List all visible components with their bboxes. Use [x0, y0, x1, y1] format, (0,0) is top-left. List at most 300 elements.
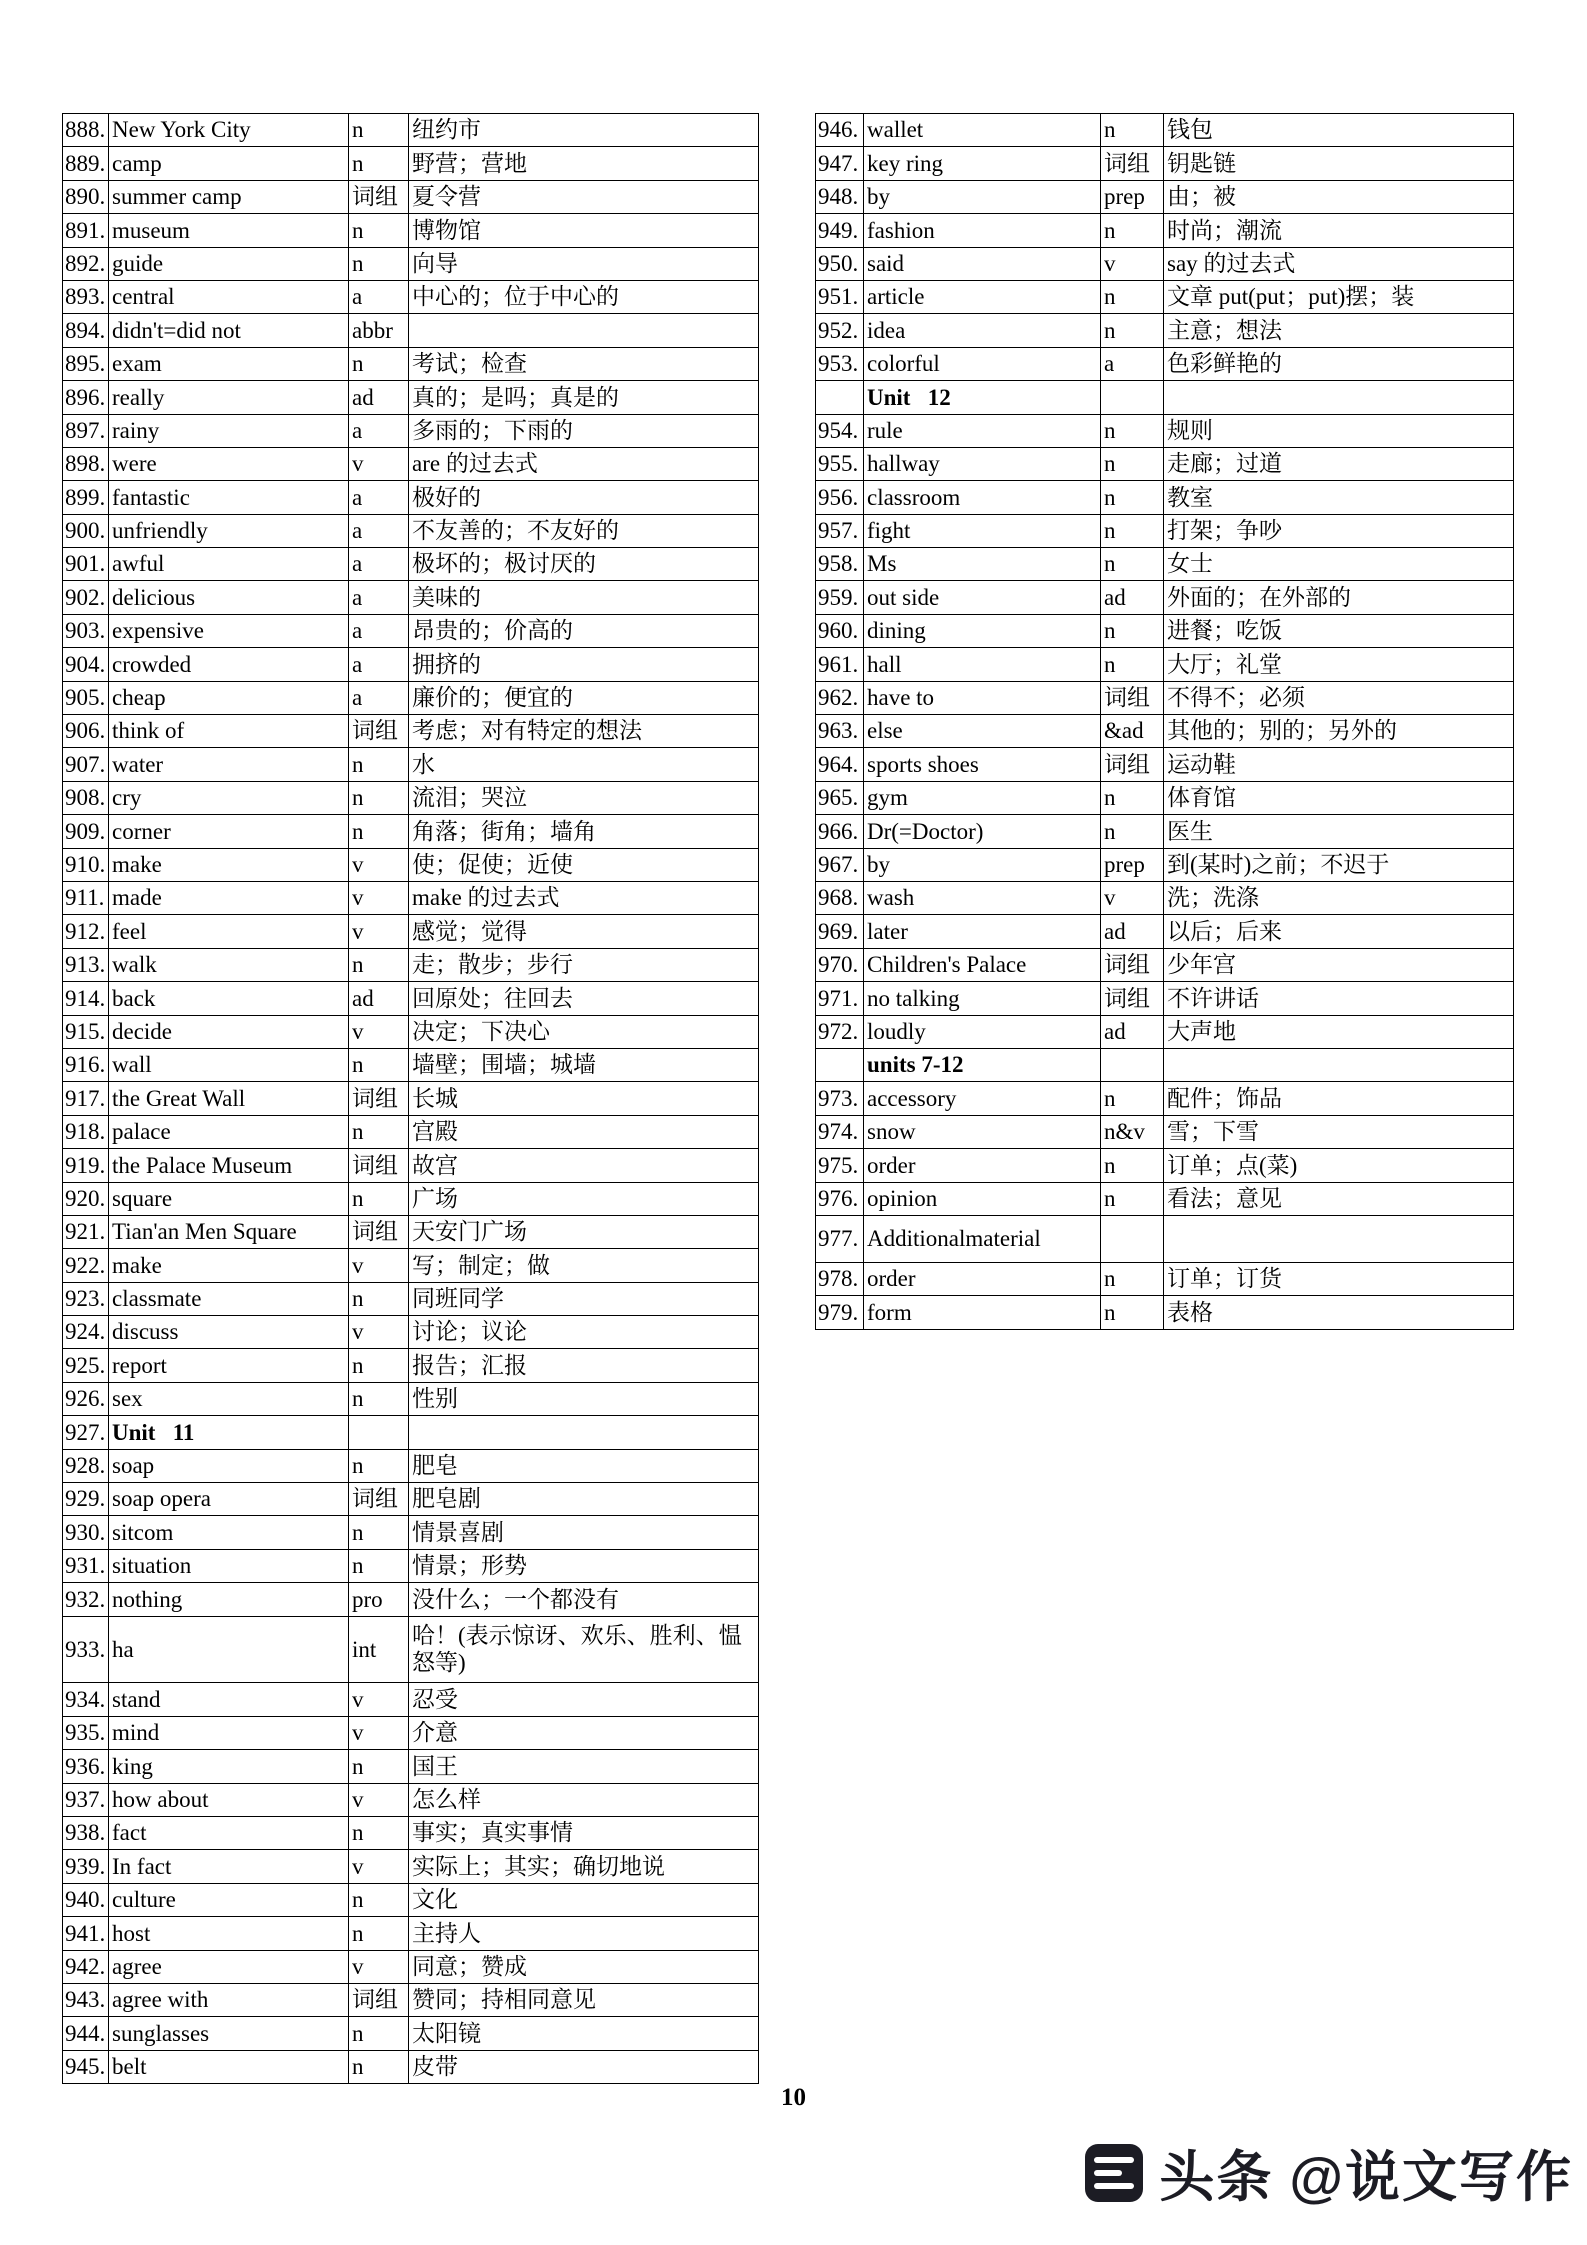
- meaning-cell: 广场: [409, 1182, 759, 1215]
- meaning-cell: 女士: [1164, 548, 1514, 581]
- pos-cell: n: [1101, 614, 1164, 647]
- pos-cell: v: [349, 1950, 409, 1983]
- word-cell: else: [864, 715, 1101, 748]
- word-cell: by: [864, 180, 1101, 213]
- word-cell: guide: [109, 247, 349, 280]
- pos-cell: n: [349, 147, 409, 180]
- meaning-cell: 进餐；吃饭: [1164, 614, 1514, 647]
- table-row: [63, 1349, 759, 1382]
- word-cell: fantastic: [109, 481, 349, 514]
- meaning-cell: 纽约市: [409, 114, 759, 147]
- pos-cell: n: [1101, 414, 1164, 447]
- table-row: [63, 381, 759, 414]
- meaning-cell: 太阳镜: [409, 2017, 759, 2050]
- row-number-cell: 921.: [63, 1215, 109, 1248]
- row-number-cell: 924.: [63, 1316, 109, 1349]
- word-cell: by: [864, 848, 1101, 881]
- table-row: [816, 1182, 1514, 1215]
- row-number-cell: 938.: [63, 1816, 109, 1849]
- table-row: [816, 848, 1514, 881]
- word-cell: walk: [109, 948, 349, 981]
- word-cell: decide: [109, 1015, 349, 1048]
- table-row: [63, 1683, 759, 1716]
- row-number-cell: 965.: [816, 781, 864, 814]
- row-number-cell: 913.: [63, 948, 109, 981]
- word-cell: fact: [109, 1816, 349, 1849]
- pos-cell: n: [1101, 815, 1164, 848]
- row-number-cell: 894.: [63, 314, 109, 347]
- table-row: [816, 1048, 1514, 1081]
- word-cell: fashion: [864, 214, 1101, 247]
- meaning-cell: 不许讲话: [1164, 982, 1514, 1015]
- table-row: [816, 514, 1514, 547]
- pos-cell: 词组: [349, 715, 409, 748]
- table-row: [816, 414, 1514, 447]
- pos-cell: n: [1101, 1149, 1164, 1182]
- meaning-cell: 怎么样: [409, 1783, 759, 1816]
- row-number-cell: 926.: [63, 1382, 109, 1415]
- meaning-cell: 配件；饰品: [1164, 1082, 1514, 1115]
- row-number-cell: 933.: [63, 1616, 109, 1683]
- row-number-cell: 956.: [816, 481, 864, 514]
- row-number-cell: 945.: [63, 2050, 109, 2083]
- word-cell: make: [109, 848, 349, 881]
- table-row: [63, 848, 759, 881]
- pos-cell: a: [349, 681, 409, 714]
- pos-cell: n: [349, 1382, 409, 1415]
- meaning-cell: 写；制定；做: [409, 1249, 759, 1282]
- word-cell: how about: [109, 1783, 349, 1816]
- table-row: [63, 1516, 759, 1549]
- pos-cell: n: [1101, 214, 1164, 247]
- row-number-cell: 907.: [63, 748, 109, 781]
- pos-cell: int: [349, 1616, 409, 1683]
- word-cell: Dr(=Doctor): [864, 815, 1101, 848]
- row-number-cell: [816, 381, 864, 414]
- word-cell: article: [864, 280, 1101, 313]
- row-number-cell: 937.: [63, 1783, 109, 1816]
- pos-cell: 词组: [1101, 948, 1164, 981]
- table-row: [63, 2017, 759, 2050]
- row-number-cell: 902.: [63, 581, 109, 614]
- word-cell: rule: [864, 414, 1101, 447]
- pos-cell: a: [1101, 347, 1164, 380]
- table-row: [63, 1616, 759, 1683]
- meaning-cell: 性别: [409, 1382, 759, 1415]
- meaning-cell: 其他的；别的；另外的: [1164, 715, 1514, 748]
- word-cell: sports shoes: [864, 748, 1101, 781]
- meaning-cell: 拥挤的: [409, 648, 759, 681]
- word-cell: central: [109, 280, 349, 313]
- table-row: [63, 481, 759, 514]
- meaning-cell: 感觉；觉得: [409, 915, 759, 948]
- meaning-cell: 少年宫: [1164, 948, 1514, 981]
- table-row: [63, 1215, 759, 1248]
- table-row: [63, 1983, 759, 2016]
- word-cell: key ring: [864, 147, 1101, 180]
- word-cell: out side: [864, 581, 1101, 614]
- pos-cell: n: [349, 1282, 409, 1315]
- meaning-cell: 主意；想法: [1164, 314, 1514, 347]
- table-row: [816, 1215, 1514, 1262]
- pos-cell: n: [349, 815, 409, 848]
- meaning-cell: 不得不；必须: [1164, 681, 1514, 714]
- meaning-cell: 时尚；潮流: [1164, 214, 1514, 247]
- table-row: [816, 1115, 1514, 1148]
- row-number-cell: 905.: [63, 681, 109, 714]
- word-cell: think of: [109, 715, 349, 748]
- word-cell: make: [109, 1249, 349, 1282]
- word-cell: soap opera: [109, 1483, 349, 1516]
- table-row: [63, 548, 759, 581]
- word-cell: dining: [864, 614, 1101, 647]
- table-row: [63, 1950, 759, 1983]
- pos-cell: n: [1101, 447, 1164, 480]
- meaning-cell: 情景喜剧: [409, 1516, 759, 1549]
- table-row: [816, 982, 1514, 1015]
- table-row: [63, 1483, 759, 1516]
- pos-cell: a: [349, 581, 409, 614]
- word-cell: discuss: [109, 1316, 349, 1349]
- row-number-cell: 954.: [816, 414, 864, 447]
- pos-cell: 词组: [349, 1149, 409, 1182]
- table-row: [816, 581, 1514, 614]
- word-cell: Unit 11: [109, 1416, 349, 1449]
- meaning-cell: 色彩鲜艳的: [1164, 347, 1514, 380]
- table-row: [63, 414, 759, 447]
- word-cell: sitcom: [109, 1516, 349, 1549]
- table-row: [63, 114, 759, 147]
- word-cell: palace: [109, 1115, 349, 1148]
- pos-cell: n: [349, 114, 409, 147]
- table-row: [816, 881, 1514, 914]
- row-number-cell: 919.: [63, 1149, 109, 1182]
- table-row: [63, 180, 759, 213]
- table-row: [816, 447, 1514, 480]
- word-cell: hallway: [864, 447, 1101, 480]
- word-cell: stand: [109, 1683, 349, 1716]
- row-number-cell: 949.: [816, 214, 864, 247]
- meaning-cell: 以后；后来: [1164, 915, 1514, 948]
- meaning-cell: are 的过去式: [409, 447, 759, 480]
- row-number-cell: 943.: [63, 1983, 109, 2016]
- pos-cell: abbr: [349, 314, 409, 347]
- row-number-cell: 893.: [63, 280, 109, 313]
- meaning-cell: 文章 put(put；put)摆；装: [1164, 280, 1514, 313]
- row-number-cell: 957.: [816, 514, 864, 547]
- table-row: [63, 915, 759, 948]
- meaning-cell: 走廊；过道: [1164, 447, 1514, 480]
- table-row: [63, 347, 759, 380]
- row-number-cell: 891.: [63, 214, 109, 247]
- word-cell: order: [864, 1149, 1101, 1182]
- row-number-cell: 900.: [63, 514, 109, 547]
- table-row: [63, 1149, 759, 1182]
- pos-cell: n: [349, 1182, 409, 1215]
- table-row: [816, 548, 1514, 581]
- row-number-cell: 888.: [63, 114, 109, 147]
- pos-cell: n: [349, 1349, 409, 1382]
- table-row: [63, 1249, 759, 1282]
- row-number-cell: 909.: [63, 815, 109, 848]
- row-number-cell: 912.: [63, 915, 109, 948]
- table-row: [63, 815, 759, 848]
- row-number-cell: 897.: [63, 414, 109, 447]
- pos-cell: n: [349, 2050, 409, 2083]
- word-cell: opinion: [864, 1182, 1101, 1215]
- row-number-cell: 962.: [816, 681, 864, 714]
- pos-cell: a: [349, 614, 409, 647]
- row-number-cell: 927.: [63, 1416, 109, 1449]
- row-number-cell: 970.: [816, 948, 864, 981]
- table-row: [816, 247, 1514, 280]
- pos-cell: n: [1101, 481, 1164, 514]
- meaning-cell: make 的过去式: [409, 881, 759, 914]
- meaning-cell: 天安门广场: [409, 1215, 759, 1248]
- meaning-cell: 肥皂剧: [409, 1483, 759, 1516]
- table-row: [63, 2050, 759, 2083]
- meaning-cell: 故宫: [409, 1149, 759, 1182]
- table-row: [63, 214, 759, 247]
- row-number-cell: 948.: [816, 180, 864, 213]
- row-number-cell: 932.: [63, 1583, 109, 1616]
- meaning-cell: 大厅；礼堂: [1164, 648, 1514, 681]
- meaning-cell: 考虑；对有特定的想法: [409, 715, 759, 748]
- table-row: [816, 180, 1514, 213]
- pos-cell: ad: [1101, 915, 1164, 948]
- pos-cell: 词组: [1101, 681, 1164, 714]
- table-row: [63, 1182, 759, 1215]
- row-number-cell: 968.: [816, 881, 864, 914]
- watermark-brand: 头条: [1159, 2146, 1274, 2208]
- word-cell: later: [864, 915, 1101, 948]
- meaning-cell: 美味的: [409, 581, 759, 614]
- row-number-cell: 925.: [63, 1349, 109, 1382]
- word-cell: wall: [109, 1048, 349, 1081]
- word-cell: In fact: [109, 1850, 349, 1883]
- meaning-cell: 夏令营: [409, 180, 759, 213]
- row-number-cell: 974.: [816, 1115, 864, 1148]
- pos-cell: v: [349, 848, 409, 881]
- meaning-cell: [1164, 1215, 1514, 1262]
- table-row: [63, 648, 759, 681]
- table-row: [63, 781, 759, 814]
- word-cell: summer camp: [109, 180, 349, 213]
- table-row: [63, 1750, 759, 1783]
- pos-cell: pro: [349, 1583, 409, 1616]
- word-cell: sex: [109, 1382, 349, 1415]
- meaning-cell: 事实；真实事情: [409, 1816, 759, 1849]
- row-number-cell: 906.: [63, 715, 109, 748]
- pos-cell: n: [349, 1816, 409, 1849]
- table-row: [63, 447, 759, 480]
- meaning-cell: 极坏的；极讨厌的: [409, 548, 759, 581]
- table-row: [63, 1883, 759, 1916]
- row-number-cell: 947.: [816, 147, 864, 180]
- table-row: [63, 1549, 759, 1582]
- pos-cell: 词组: [349, 1483, 409, 1516]
- pos-cell: v: [349, 1316, 409, 1349]
- word-cell: didn't=did not: [109, 314, 349, 347]
- word-cell: classroom: [864, 481, 1101, 514]
- meaning-cell: 没什么；一个都没有: [409, 1583, 759, 1616]
- word-cell: soap: [109, 1449, 349, 1482]
- pos-cell: n: [349, 1917, 409, 1950]
- meaning-cell: 打架；争吵: [1164, 514, 1514, 547]
- pos-cell: prep: [1101, 180, 1164, 213]
- meaning-cell: 医生: [1164, 815, 1514, 848]
- pos-cell: v: [349, 447, 409, 480]
- meaning-cell: 向导: [409, 247, 759, 280]
- pos-cell: v: [349, 1015, 409, 1048]
- pos-cell: n: [1101, 1262, 1164, 1295]
- meaning-cell: 肥皂: [409, 1449, 759, 1482]
- row-number-cell: 935.: [63, 1716, 109, 1749]
- row-number-cell: 969.: [816, 915, 864, 948]
- row-number-cell: 931.: [63, 1549, 109, 1582]
- table-row: [63, 948, 759, 981]
- table-row: [63, 1583, 759, 1616]
- word-cell: hall: [864, 648, 1101, 681]
- meaning-cell: 极好的: [409, 481, 759, 514]
- row-number-cell: 914.: [63, 982, 109, 1015]
- pos-cell: 词组: [349, 1983, 409, 2016]
- pos-cell: v: [1101, 881, 1164, 914]
- pos-cell: v: [349, 915, 409, 948]
- table-row: [63, 1115, 759, 1148]
- table-row: [63, 1082, 759, 1115]
- word-cell: wash: [864, 881, 1101, 914]
- table-row: [816, 715, 1514, 748]
- table-row: [63, 748, 759, 781]
- table-row: [63, 1850, 759, 1883]
- table-row: [63, 982, 759, 1015]
- row-number-cell: 915.: [63, 1015, 109, 1048]
- word-cell: form: [864, 1296, 1101, 1329]
- row-number-cell: 955.: [816, 447, 864, 480]
- row-number-cell: 952.: [816, 314, 864, 347]
- pos-cell: 词组: [1101, 982, 1164, 1015]
- meaning-cell: 角落；街角；墙角: [409, 815, 759, 848]
- word-cell: were: [109, 447, 349, 480]
- word-cell: culture: [109, 1883, 349, 1916]
- meaning-cell: 文化: [409, 1883, 759, 1916]
- word-cell: exam: [109, 347, 349, 380]
- table-row: [816, 347, 1514, 380]
- pos-cell: v: [349, 1850, 409, 1883]
- row-number-cell: 923.: [63, 1282, 109, 1315]
- row-number-cell: 971.: [816, 982, 864, 1015]
- meaning-cell: [1164, 381, 1514, 414]
- meaning-cell: 表格: [1164, 1296, 1514, 1329]
- meaning-cell: say 的过去式: [1164, 247, 1514, 280]
- table-row: [63, 1048, 759, 1081]
- pos-cell: n: [1101, 280, 1164, 313]
- row-number-cell: 950.: [816, 247, 864, 280]
- row-number-cell: 901.: [63, 548, 109, 581]
- word-cell: wallet: [864, 114, 1101, 147]
- pos-cell: [349, 1416, 409, 1449]
- meaning-cell: 走；散步；步行: [409, 948, 759, 981]
- pos-cell: n&v: [1101, 1115, 1164, 1148]
- table-row: [63, 1716, 759, 1749]
- row-number-cell: 960.: [816, 614, 864, 647]
- row-number-cell: 916.: [63, 1048, 109, 1081]
- pos-cell: ad: [1101, 1015, 1164, 1048]
- word-cell: idea: [864, 314, 1101, 347]
- pos-cell: 词组: [1101, 748, 1164, 781]
- meaning-cell: 野营；营地: [409, 147, 759, 180]
- word-cell: belt: [109, 2050, 349, 2083]
- word-cell: situation: [109, 1549, 349, 1582]
- table-row: [63, 1015, 759, 1048]
- row-number-cell: 972.: [816, 1015, 864, 1048]
- word-cell: have to: [864, 681, 1101, 714]
- pos-cell: 词组: [349, 1215, 409, 1248]
- meaning-cell: 洗；洗涤: [1164, 881, 1514, 914]
- word-cell: Ms: [864, 548, 1101, 581]
- table-row: [816, 1296, 1514, 1329]
- word-cell: agree: [109, 1950, 349, 1983]
- table-row: [816, 1262, 1514, 1295]
- watermark-handle: @说文写作: [1289, 2146, 1573, 2208]
- table-row: [816, 915, 1514, 948]
- pos-cell: &ad: [1101, 715, 1164, 748]
- word-cell: said: [864, 247, 1101, 280]
- meaning-cell: 情景；形势: [409, 1549, 759, 1582]
- pos-cell: n: [349, 948, 409, 981]
- meaning-cell: 实际上；其实；确切地说: [409, 1850, 759, 1883]
- pos-cell: n: [349, 1115, 409, 1148]
- pos-cell: a: [349, 414, 409, 447]
- meaning-cell: 钱包: [1164, 114, 1514, 147]
- row-number-cell: 953.: [816, 347, 864, 380]
- word-cell: order: [864, 1262, 1101, 1295]
- pos-cell: v: [1101, 247, 1164, 280]
- meaning-cell: 同意；赞成: [409, 1950, 759, 1983]
- word-cell: classmate: [109, 1282, 349, 1315]
- row-number-cell: 917.: [63, 1082, 109, 1115]
- word-cell: gym: [864, 781, 1101, 814]
- row-number-cell: 918.: [63, 1115, 109, 1148]
- row-number-cell: 934.: [63, 1683, 109, 1716]
- row-number-cell: 895.: [63, 347, 109, 380]
- table-row: [63, 1316, 759, 1349]
- pos-cell: a: [349, 548, 409, 581]
- row-number-cell: 930.: [63, 1516, 109, 1549]
- word-cell: crowded: [109, 648, 349, 681]
- meaning-cell: 订单；订货: [1164, 1262, 1514, 1295]
- table-row: [63, 1816, 759, 1849]
- row-number-cell: 946.: [816, 114, 864, 147]
- table-row: [63, 280, 759, 313]
- meaning-cell: 决定；下决心: [409, 1015, 759, 1048]
- pos-cell: a: [349, 514, 409, 547]
- table-row: [63, 681, 759, 714]
- table-row: [816, 614, 1514, 647]
- toutiao-logo-icon: [1085, 2144, 1143, 2202]
- table-row: [63, 715, 759, 748]
- meaning-cell: 教室: [1164, 481, 1514, 514]
- table-row: [816, 1082, 1514, 1115]
- word-cell: colorful: [864, 347, 1101, 380]
- row-number-cell: 903.: [63, 614, 109, 647]
- meaning-cell: 雪；下雪: [1164, 1115, 1514, 1148]
- row-number-cell: 896.: [63, 381, 109, 414]
- meaning-cell: 运动鞋: [1164, 748, 1514, 781]
- word-cell: cheap: [109, 681, 349, 714]
- row-number-cell: 904.: [63, 648, 109, 681]
